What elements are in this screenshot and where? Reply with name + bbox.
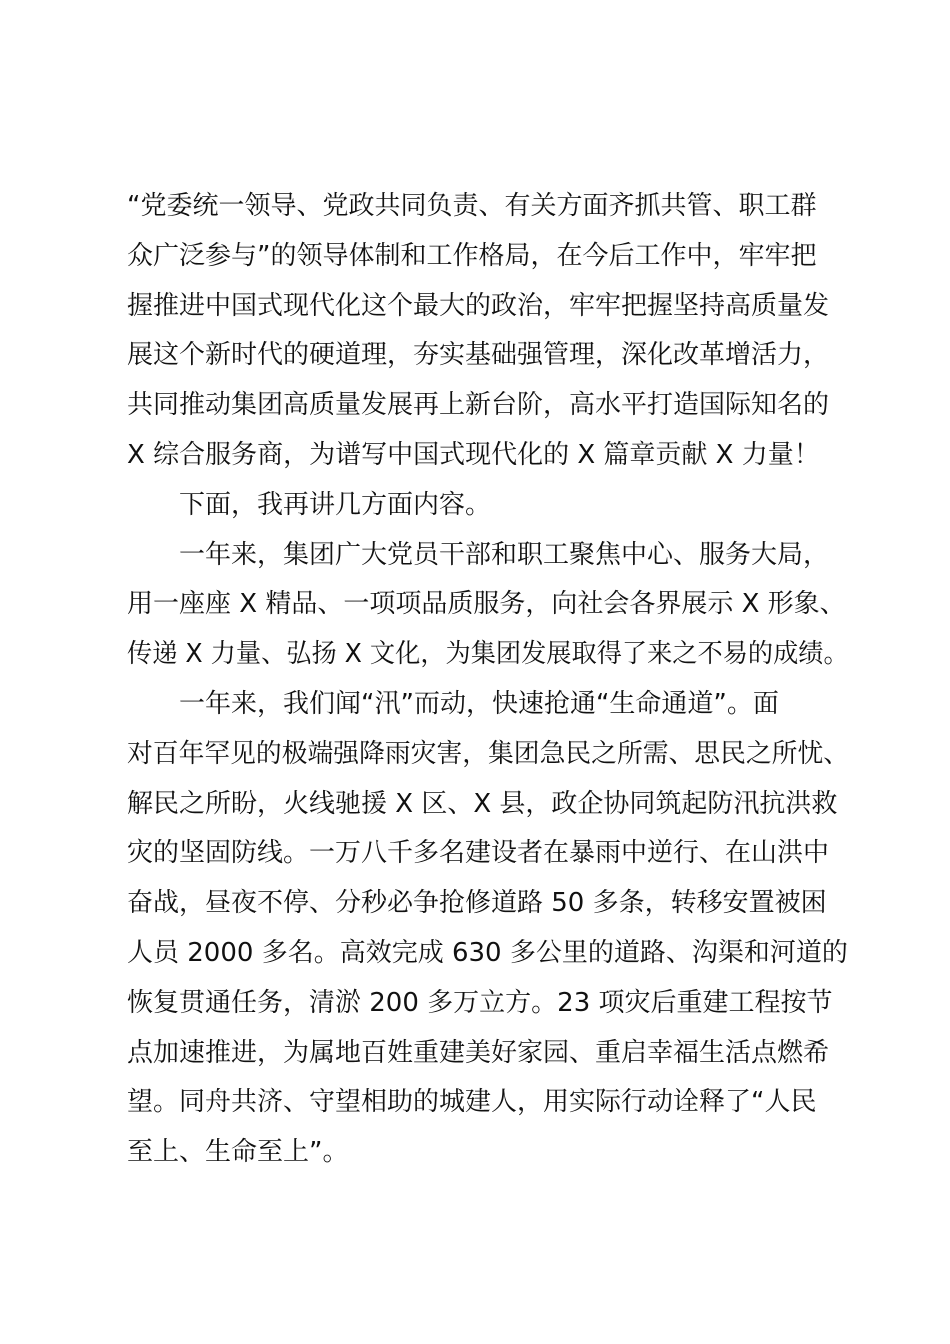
text-line: 一年来，集团广大党员干部和职工聚焦中心、服务大局， xyxy=(127,539,830,570)
text-line: 望。同舟共济、守望相助的城建人，用实际行动诠释了“人民 xyxy=(127,1087,817,1118)
text-line: 奋战，昼夜不停、分秒必争抢修道路 50 多条，转移安置被困 xyxy=(127,888,827,919)
text-line: 传递 X 力量、弘扬 X 文化，为集团发展取得了来之不易的成绩。 xyxy=(127,639,849,670)
text-line: 至上、生命至上”。 xyxy=(127,1137,349,1168)
text-line: 恢复贯通任务，清淤 200 多万立方。23 项灾后重建工程按节 xyxy=(127,987,833,1018)
text-line: 用一座座 X 精品、一项项品质服务，向社会各界展示 X 形象、 xyxy=(127,589,846,620)
text-line: 对百年罕见的极端强降雨灾害，集团急民之所需、思民之所忧、 xyxy=(127,738,850,769)
text-line: 一年来，我们闻“汛”而动，快速抢通“生命通道”。面 xyxy=(127,688,779,719)
text-line: 点加速推进，为属地百姓重建美好家园、重启幸福生活点燃希 xyxy=(127,1037,830,1068)
body-text xyxy=(127,182,850,1178)
text-line: 人员 2000 多名。高效完成 630 多公里的道路、沟渠和河道的 xyxy=(127,937,848,968)
text-line: 灾的坚固防线。一万八千多名建设者在暴雨中逆行、在山洪中 xyxy=(127,838,830,869)
text-line: 解民之所盼，火线驰援 X 区、X 县，政企协同筑起防汛抗洪救 xyxy=(127,788,838,819)
text-line: 展这个新时代的硬道理，夯实基础强管理，深化改革增活力， xyxy=(127,340,830,371)
text-line: 共同推动集团高质量发展再上新台阶，高水平打造国际知名的 xyxy=(127,390,830,421)
text-line: 握推进中国式现代化这个最大的政治，牢牢把握坚持高质量发 xyxy=(127,290,830,321)
text-line: “党委统一领导、党政共同负责、有关方面齐抓共管、职工群 xyxy=(127,191,817,221)
text-line: 下面，我再讲几方面内容。 xyxy=(127,489,492,520)
text-line: X 综合服务商，为谱写中国式现代化的 X 篇章贡献 X 力量！ xyxy=(127,439,820,470)
text-line: 众广泛参与”的领导体制和工作格局，在今后工作中，牢牢把 xyxy=(127,240,817,271)
